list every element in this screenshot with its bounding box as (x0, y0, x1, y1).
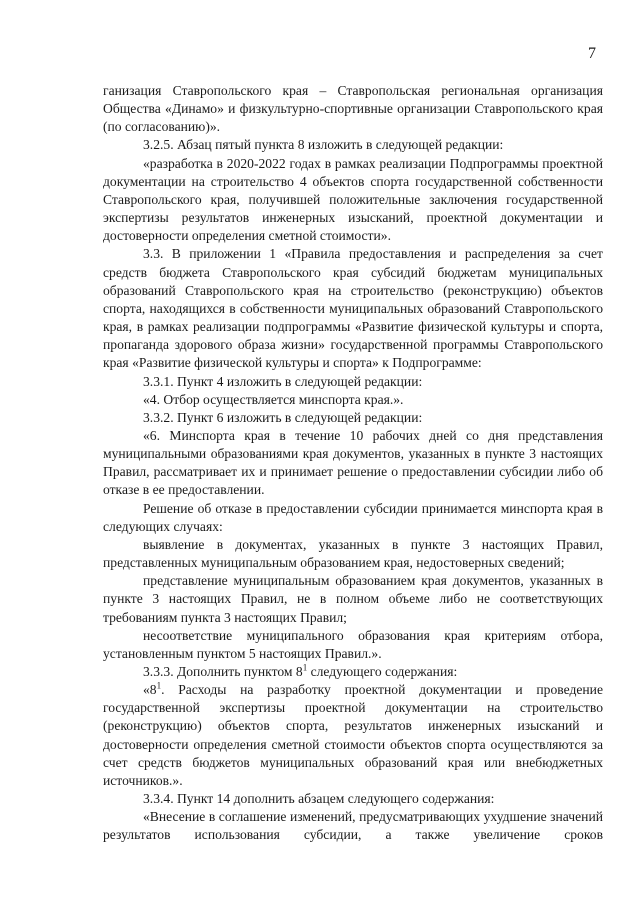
paragraph: 3.2.5. Абзац пятый пункта 8 изложить в следующей редакции: (143, 137, 504, 153)
paragraph-8-1 (103, 681, 603, 790)
paragraph: «6. Минспорта края в течение 10 рабочих дней со дня представления муниципальными образованиями края документов, указанных в пункте 3 настоящих Правил, рассматривает их и принимает решение о предоставлении субсидии либо об отказе в ее предоставлении. (103, 427, 603, 498)
text-span: . Расходы на разработку проектной документации и проведение государственной экспертизы проектной документации на строительство (реконструкцию) объектов спорта, результатов инженерных изысканий и достоверности определения сметной стоимости объектов спорта осуществляются за счет средств бюджетов муниципальных образований края или внебюджетных источников.». (103, 682, 603, 788)
paragraph: представление муниципальным образованием края документов, указанных в пункте 3 настоящих Правил, не в полном объеме либо не соответствующих требованиям пункта 3 настоящих Правил; (103, 573, 603, 625)
paragraph: 3.3.4. Пункт 14 дополнить абзацем следующего содержания: (143, 791, 495, 807)
superscript: 1 (302, 662, 308, 673)
document-body (103, 82, 603, 845)
paragraph: «Внесение в соглашение изменений, предусматривающих ухудшение значений результатов использования субсидии, а также увеличение сроков (103, 809, 603, 843)
paragraph: ганизация Ставропольского края – Ставропольская региональная организация Общества «Динамо» и физкультурно-спортивные организации Ставропольского края (по согласованию)». (103, 83, 603, 135)
text-span: «8 (143, 682, 157, 698)
paragraph: 3.3. В приложении 1 «Правила предоставления и распределения за счет средств бюджета Ставропольского края субсидий бюджетам муниципальных образований Ставропольского края на строительство (реконструкцию) объектов спорта, находящихся в собственности муниципальных образований Ставропольского края, в рамках реализации подпрограммы «Развитие физической культуры и спорта, пропаганда здорового образа жизни» государственной программы Ставропольского края «Развитие физической культуры и спорта» к Подпрограмме: (103, 246, 603, 371)
paragraph: несоответствие муниципального образования края критериям отбора, установленным пунктом 5 настоящих Правил.». (103, 627, 603, 661)
paragraph: Решение об отказе в предоставлении субсидии принимается минспорта края в следующих случаях: (103, 500, 603, 534)
superscript: 1 (156, 680, 162, 691)
paragraph: выявление в документах, указанных в пункте 3 настоящих Правил, представленных муниципальным образованием края, недостоверных сведений; (103, 536, 603, 571)
paragraph: 3.3.1. Пункт 4 изложить в следующей редакции: (143, 373, 423, 389)
paragraph: «разработка в 2020-2022 годах в рамках реализации Подпрограммы проектной документации на строительство 4 объектов спорта государственной собственности Ставропольского края, получившей положительные заключения государственной экспертизы результатов инженерных изысканий, проектной документации и достоверности определения сметной стоимости». (103, 155, 603, 244)
text-span: 3.3.3. Дополнить пунктом 8 (143, 664, 303, 679)
paragraph: 3.3.2. Пункт 6 изложить в следующей редакции: (143, 409, 423, 425)
text-span: следующего содержания: (307, 664, 458, 679)
page-number: 7 (588, 45, 596, 62)
paragraph: «4. Отбор осуществляется минспорта края.». (143, 391, 404, 407)
paragraph-3-3-3 (103, 663, 603, 681)
